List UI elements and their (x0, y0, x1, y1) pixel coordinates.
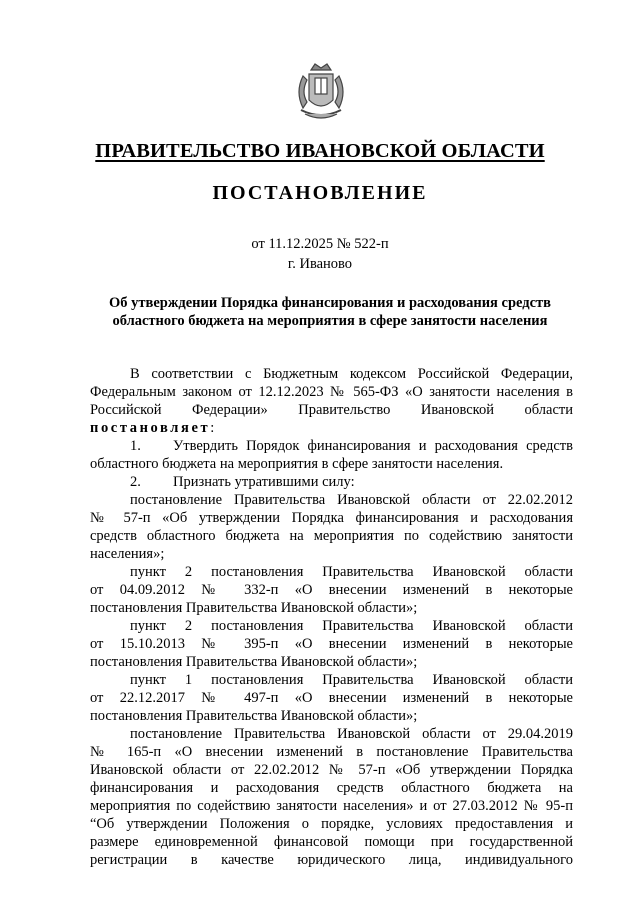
act-line: населения»; (90, 546, 165, 562)
act-line: финансирования и расходования средств областного бюджета на (90, 780, 573, 796)
act-line: средств областного бюджета на мероприятия по содействию занятости (90, 528, 573, 544)
act-line: пункт 1 постановления Правительства Ивановской области (130, 672, 573, 688)
document-city: г. Иваново (287, 256, 353, 272)
act-line: № 165-п «О внесении изменений в постановление Правительства (90, 744, 573, 760)
act-line: Ивановской области от 22.02.2012 № 57-п «Об утверждении Порядка (90, 762, 573, 778)
item-line (90, 473, 573, 491)
item-text: Утвердить Порядок финансирования и расходования средств (173, 438, 573, 454)
organization-name: ПРАВИТЕЛЬСТВО ИВАНОВСКОЙ ОБЛАСТИ (95, 140, 545, 162)
act-line: от 22.12.2017 № 497-п «О внесении изменений в некоторые (90, 690, 573, 706)
resolves-colon: : (210, 420, 215, 436)
document-title (95, 294, 565, 330)
item-line (90, 437, 573, 455)
act-line: от 04.09.2012 № 332-п «О внесении изменений в некоторые (90, 582, 573, 598)
act-line: постановления Правительства Ивановской области»; (90, 600, 418, 616)
item-number: 1. (130, 438, 141, 454)
act-line: регистрации в качестве юридического лица, индивидуального (90, 852, 573, 868)
document-body (90, 365, 573, 869)
act-line: мероприятия по содействию занятости населения» и от 27.03.2012 № 95-п (90, 798, 573, 814)
item-line: областного бюджета на мероприятия в сфере занятости населения. (90, 456, 504, 472)
preamble-line: Федеральным законом от 12.12.2023 № 565-ФЗ «О занятости населения в (90, 384, 573, 400)
document-type: ПОСТАНОВЛЕНИЕ (212, 182, 428, 204)
title-line: Об утверждении Порядка финансирования и расходования средств (109, 295, 551, 311)
act-line: размере единовременной финансовой помощи при государственной (90, 834, 573, 850)
act-line: № 57-п «Об утверждении Порядка финансирования и расходования (90, 510, 573, 526)
coat-of-arms-icon (293, 62, 349, 122)
resolves-line (90, 419, 573, 437)
preamble-line: Российской Федерации» Правительство Ивановской области (90, 402, 573, 418)
act-line: постановления Правительства Ивановской области»; (90, 654, 418, 670)
act-line: пункт 2 постановления Правительства Ивановской области (130, 618, 573, 634)
preamble-line: В соответствии с Бюджетным кодексом Российской Федерации, (130, 366, 573, 382)
act-line: пункт 2 постановления Правительства Ивановской области (130, 564, 573, 580)
act-line: “Об утверждении Положения о порядке, условиях предоставления и (90, 816, 573, 832)
act-line: постановление Правительства Ивановской области от 29.04.2019 (130, 726, 573, 742)
resolves-word: постановляет (90, 420, 211, 436)
document-date-number: от 11.12.2025 № 522-п (251, 236, 389, 252)
item-number: 2. (130, 474, 141, 490)
item-text: Признать утратившими силу: (173, 474, 355, 490)
title-line: областного бюджета на мероприятия в сфере занятости населения (112, 313, 548, 329)
act-line: постановление Правительства Ивановской области от 22.02.2012 (130, 492, 573, 508)
act-line: постановления Правительства Ивановской области»; (90, 708, 418, 724)
act-line: от 15.10.2013 № 395-п «О внесении изменений в некоторые (90, 636, 573, 652)
